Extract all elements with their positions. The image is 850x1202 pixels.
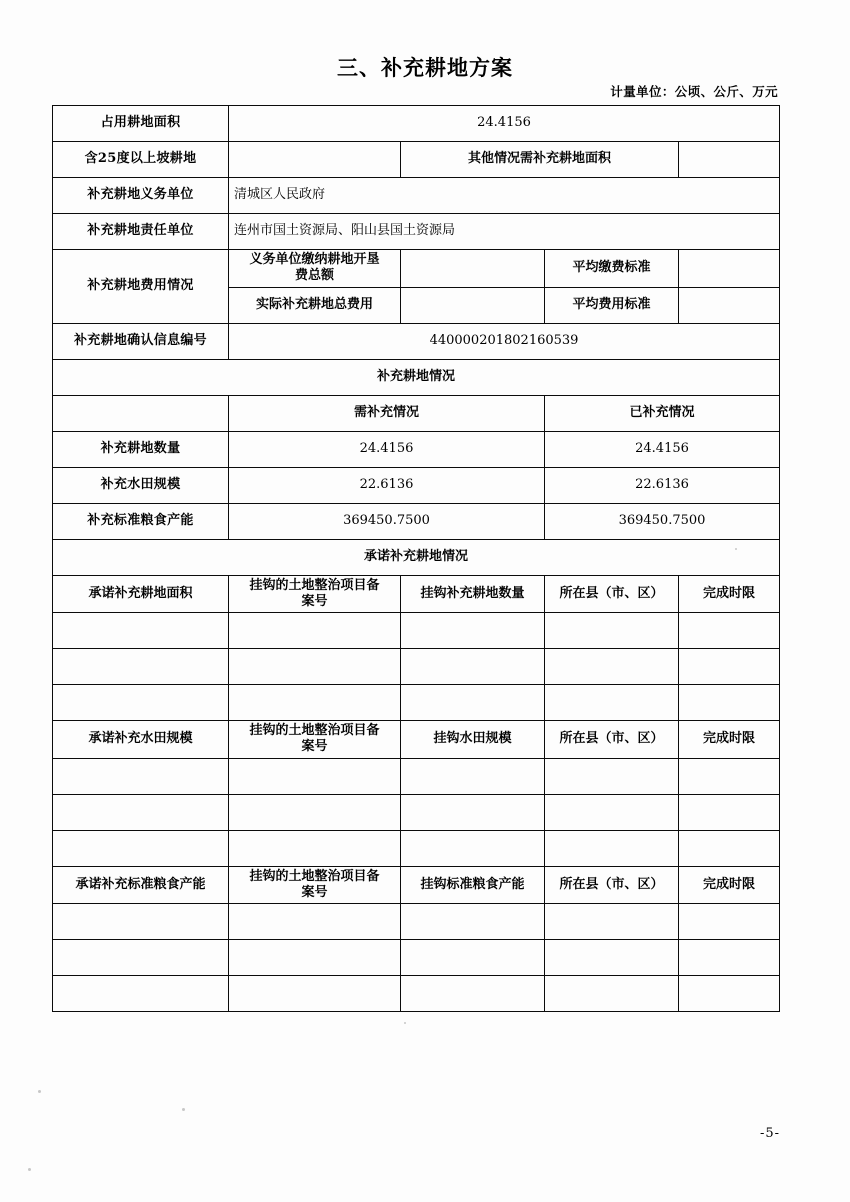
promise-cell-deadline[interactable]	[679, 940, 780, 976]
promise-cell-project-code[interactable]	[229, 758, 401, 794]
table-row-paddy-scale	[53, 467, 780, 503]
promise-header-county: 所在县（市、区）	[545, 575, 679, 613]
value-average-cost-standard[interactable]	[679, 287, 780, 323]
promise-header-project-code	[229, 575, 401, 613]
value-other-need-area[interactable]	[679, 142, 780, 178]
value-paddy-scale-need[interactable]: 22.6136	[229, 467, 545, 503]
promise-cell-grain-capacity[interactable]	[53, 940, 229, 976]
label-fee-item-actual-total: 实际补充耕地总费用	[229, 287, 401, 323]
promise-cell-county[interactable]	[545, 649, 679, 685]
label-average-cost-standard: 平均费用标准	[545, 287, 679, 323]
promise-cell-linked-paddy[interactable]	[401, 830, 545, 866]
promise-cell-linked-quantity[interactable]	[401, 613, 545, 649]
label-average-payment-standard: 平均缴费标准	[545, 250, 679, 288]
promise-cell-deadline[interactable]	[679, 976, 780, 1012]
table-row-supplement-quantity	[53, 431, 780, 467]
table-row-confirmation-code	[53, 323, 780, 359]
promise-cell-linked-grain[interactable]	[401, 976, 545, 1012]
promise-header-deadline: 完成时限	[679, 575, 780, 613]
promise-data-row	[53, 649, 780, 685]
promise-section-title: 承诺补充耕地情况	[53, 539, 780, 575]
promise-cell-linked-grain[interactable]	[401, 940, 545, 976]
promise-header-line2: 案号	[301, 739, 328, 755]
page-title: 三、补充耕地方案	[337, 55, 513, 80]
promise-data-row	[53, 830, 780, 866]
promise-data-row	[53, 976, 780, 1012]
value-responsible-unit[interactable]: 连州市国土资源局、阳山县国土资源局	[229, 214, 780, 250]
label-fee-situation: 补充耕地费用情况	[53, 250, 229, 324]
value-slope-farmland[interactable]	[229, 142, 401, 178]
promise-cell-paddy-scale[interactable]	[53, 794, 229, 830]
promise-header-linked-paddy: 挂钩水田规模	[401, 721, 545, 759]
promise-cell-area[interactable]	[53, 649, 229, 685]
promise-cell-linked-grain[interactable]	[401, 904, 545, 940]
promise-cell-county[interactable]	[545, 613, 679, 649]
promise-data-row	[53, 940, 780, 976]
promise-header-county: 所在县（市、区）	[545, 866, 679, 904]
promise-data-row	[53, 685, 780, 721]
label-fee-item-paid-total	[229, 250, 401, 288]
label-occupied-area: 占用耕地面积	[53, 106, 229, 142]
label-slope-farmland: 含25度以上坡耕地	[53, 142, 229, 178]
status-header-need: 需补充情况	[229, 395, 545, 431]
promise-header-deadline: 完成时限	[679, 866, 780, 904]
promise-cell-grain-capacity[interactable]	[53, 904, 229, 940]
promise-cell-project-code[interactable]	[229, 904, 401, 940]
promise-cell-county[interactable]	[545, 830, 679, 866]
value-grain-capacity-need[interactable]: 369450.7500	[229, 503, 545, 539]
promise-cell-project-code[interactable]	[229, 613, 401, 649]
table-row-grain-capacity	[53, 503, 780, 539]
promise-data-row	[53, 794, 780, 830]
value-fee-actual-total[interactable]	[401, 287, 545, 323]
scan-speck	[28, 1168, 31, 1171]
value-supplement-quantity-need[interactable]: 24.4156	[229, 431, 545, 467]
promise-cell-paddy-scale[interactable]	[53, 758, 229, 794]
promise-header-area: 承诺补充耕地面积	[53, 575, 229, 613]
promise-cell-grain-capacity[interactable]	[53, 976, 229, 1012]
promise-cell-linked-quantity[interactable]	[401, 649, 545, 685]
promise-header-row-area	[53, 575, 780, 613]
promise-cell-county[interactable]	[545, 685, 679, 721]
promise-header-line1: 挂钩的土地整治项目备	[249, 577, 380, 593]
promise-cell-deadline[interactable]	[679, 758, 780, 794]
table-row-fee-first	[53, 250, 780, 288]
table-row-responsible-unit	[53, 214, 780, 250]
page-number: -5-	[759, 1126, 780, 1141]
promise-cell-deadline[interactable]	[679, 904, 780, 940]
value-obligation-unit[interactable]: 清城区人民政府	[229, 178, 780, 214]
scan-speck	[404, 1022, 406, 1024]
promise-cell-project-code[interactable]	[229, 649, 401, 685]
table-row-obligation-unit	[53, 178, 780, 214]
promise-cell-linked-paddy[interactable]	[401, 758, 545, 794]
supplementary-farmland-form	[52, 105, 779, 1012]
promise-data-row	[53, 904, 780, 940]
label-supplement-quantity: 补充耕地数量	[53, 431, 229, 467]
promise-cell-county[interactable]	[545, 940, 679, 976]
promise-cell-county[interactable]	[545, 904, 679, 940]
status-section-title: 补充耕地情况	[53, 359, 780, 395]
promise-cell-county[interactable]	[545, 758, 679, 794]
promise-cell-deadline[interactable]	[679, 794, 780, 830]
promise-cell-project-code[interactable]	[229, 685, 401, 721]
promise-cell-project-code[interactable]	[229, 940, 401, 976]
label-confirmation-code: 补充耕地确认信息编号	[53, 323, 229, 359]
promise-header-row-grain	[53, 866, 780, 904]
promise-cell-county[interactable]	[545, 976, 679, 1012]
value-occupied-area[interactable]: 24.4156	[229, 106, 780, 142]
measurement-unit-note: 计量单位：公顷、公斤、万元	[610, 84, 778, 99]
promise-header-deadline: 完成时限	[679, 721, 780, 759]
promise-header-row-paddy	[53, 721, 780, 759]
status-header-blank	[53, 395, 229, 431]
promise-cell-project-code[interactable]	[229, 794, 401, 830]
section-header-status	[53, 359, 780, 395]
scan-speck	[182, 1108, 185, 1111]
promise-data-row	[53, 758, 780, 794]
promise-data-row	[53, 613, 780, 649]
value-supplement-quantity-done[interactable]: 24.4156	[545, 431, 780, 467]
promise-cell-project-code[interactable]	[229, 830, 401, 866]
promise-cell-county[interactable]	[545, 794, 679, 830]
promise-cell-linked-paddy[interactable]	[401, 794, 545, 830]
promise-header-county: 所在县（市、区）	[545, 721, 679, 759]
value-paddy-scale-done[interactable]: 22.6136	[545, 467, 780, 503]
promise-cell-area[interactable]	[53, 685, 229, 721]
status-header-done: 已补充情况	[545, 395, 780, 431]
table-row-slope-farmland	[53, 142, 780, 178]
label-other-need-area: 其他情况需补充耕地面积	[401, 142, 679, 178]
value-fee-paid-total[interactable]	[401, 250, 545, 288]
promise-header-project-code	[229, 721, 401, 759]
promise-header-linked-grain: 挂钩标准粮食产能	[401, 866, 545, 904]
section-header-promise	[53, 539, 780, 575]
promise-cell-deadline[interactable]	[679, 830, 780, 866]
label-grain-capacity: 补充标准粮食产能	[53, 503, 229, 539]
status-header-row	[53, 395, 780, 431]
promise-cell-deadline[interactable]	[679, 613, 780, 649]
promise-cell-deadline[interactable]	[679, 649, 780, 685]
label-paddy-scale: 补充水田规模	[53, 467, 229, 503]
fee-item-line1: 义务单位缴纳耕地开垦	[249, 252, 380, 267]
promise-header-line2: 案号	[301, 884, 328, 900]
scan-speck	[38, 1090, 41, 1093]
promise-cell-deadline[interactable]	[679, 685, 780, 721]
label-obligation-unit: 补充耕地义务单位	[53, 178, 229, 214]
promise-header-grain-capacity: 承诺补充标准粮食产能	[53, 866, 229, 904]
promise-cell-paddy-scale[interactable]	[53, 830, 229, 866]
fee-item-line2: 费总额	[294, 268, 334, 284]
value-average-payment-standard[interactable]	[679, 250, 780, 288]
promise-cell-linked-quantity[interactable]	[401, 685, 545, 721]
scan-speck	[735, 548, 737, 550]
label-responsible-unit: 补充耕地责任单位	[53, 214, 229, 250]
promise-header-line1: 挂钩的土地整治项目备	[249, 723, 380, 738]
value-confirmation-code[interactable]: 440000201802160539	[229, 323, 780, 359]
promise-header-linked-quantity: 挂钩补充耕地数量	[401, 575, 545, 613]
promise-cell-project-code[interactable]	[229, 976, 401, 1012]
promise-header-project-code	[229, 866, 401, 904]
promise-header-line2: 案号	[301, 593, 328, 609]
table-row-occupied-area	[53, 106, 780, 142]
value-grain-capacity-done[interactable]: 369450.7500	[545, 503, 780, 539]
promise-header-paddy-scale: 承诺补充水田规模	[53, 721, 229, 759]
promise-header-line1: 挂钩的土地整治项目备	[249, 868, 380, 884]
promise-cell-area[interactable]	[53, 613, 229, 649]
